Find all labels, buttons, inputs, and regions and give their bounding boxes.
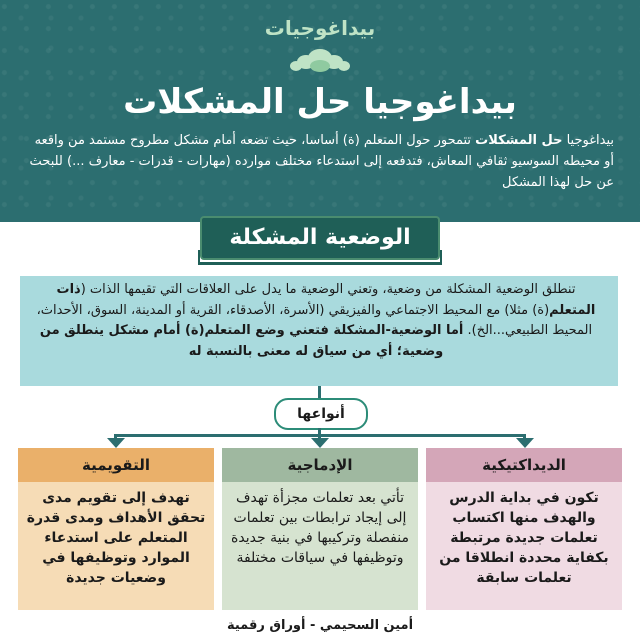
definition-part-1: تنطلق الوضعية المشكلة من وضعية، وتعني الوضعية ما يدل على العلاقات التي تقيمها الذات ( — [80, 282, 576, 297]
card-integrative — [222, 448, 418, 610]
card-integrative-title: الإدماجية — [222, 448, 418, 482]
definition-bold-2: أما الوضعية-المشكلة فتعني وضع المتعلم(ة) أمام مشكل ينطلق من وضعية؛ أي من سياق له معنى بالنسبة له — [39, 323, 464, 359]
arrow-down-icon — [516, 438, 534, 448]
section-title-box — [200, 216, 440, 260]
section-tick-right — [440, 250, 442, 264]
card-didactic-text: تكون في بداية الدرس والهدف منها اكتساب تعلمات جديدة مرتبطة بكفاية محددة انطلاقا من تعلمات سابقة — [439, 490, 609, 586]
card-didactic — [426, 448, 622, 610]
arrow-down-icon — [107, 438, 125, 448]
card-evaluative-title: التقويمية — [18, 448, 214, 482]
connector-top — [318, 386, 321, 398]
definition-text — [26, 280, 606, 362]
card-evaluative-body — [18, 482, 214, 610]
header-band — [0, 0, 640, 222]
intro-lead: بيداغوجيا — [562, 133, 614, 148]
types-badge: أنواعها — [274, 398, 368, 430]
card-didactic-title: الديداكتيكية — [426, 448, 622, 482]
card-evaluative — [18, 448, 214, 610]
intro-paragraph — [24, 130, 614, 193]
definition-box — [20, 276, 618, 386]
arrow-down-icon — [311, 438, 329, 448]
card-integrative-text: تأتي بعد تعلمات مجزأة تهدف إلى إيجاد ترابطات بين تعلمات منفصلة وتركيبها في بنية جديدة وتوظيفها في سياقات مختلفة — [231, 490, 409, 566]
card-evaluative-text: تهدف إلى تقويم مدى تحقق الأهداف ومدى قدرة المتعلم على استدعاء الموارد وتوظيفها في وضعيات جديدة — [26, 490, 206, 586]
intro-rest: تتمحور حول المتعلم (ة) أساسا، حيث تضعه أمام مشكل مطروح مستمد من واقعه أو محيطه السوسيو ثقافي المعاش، فتدفعه إلى استدعاء مختلف موارده (مهارات - قدرات - معارف ...) للبحث عن حل لهذا المشكل — [29, 133, 614, 190]
section-underline — [198, 262, 442, 265]
section-title: الوضعية المشكلة — [200, 216, 440, 260]
card-didactic-body — [426, 482, 622, 610]
definition-part-2: (ة) مثلا) مع المحيط الاجتماعي والفيزيقي (الأسرة، الأصدقاء، القرية أو المدينة، السوق، الأحداث، المحيط الطبيعي...الخ). — [36, 302, 593, 338]
footer-credit: أمين السحيمي - أوراق رقمية — [226, 618, 414, 633]
definition-bold-1: ذات المتعلم — [56, 282, 596, 318]
cloud-ornament-icon — [288, 44, 352, 76]
intro-keyword: حل المشكلات — [475, 133, 563, 148]
section-tick-left — [198, 250, 200, 264]
card-integrative-body — [222, 482, 418, 610]
page-title: بيداغوجيا حل المشكلات — [123, 82, 517, 122]
brand-title: بيداغوجيات — [264, 16, 376, 40]
